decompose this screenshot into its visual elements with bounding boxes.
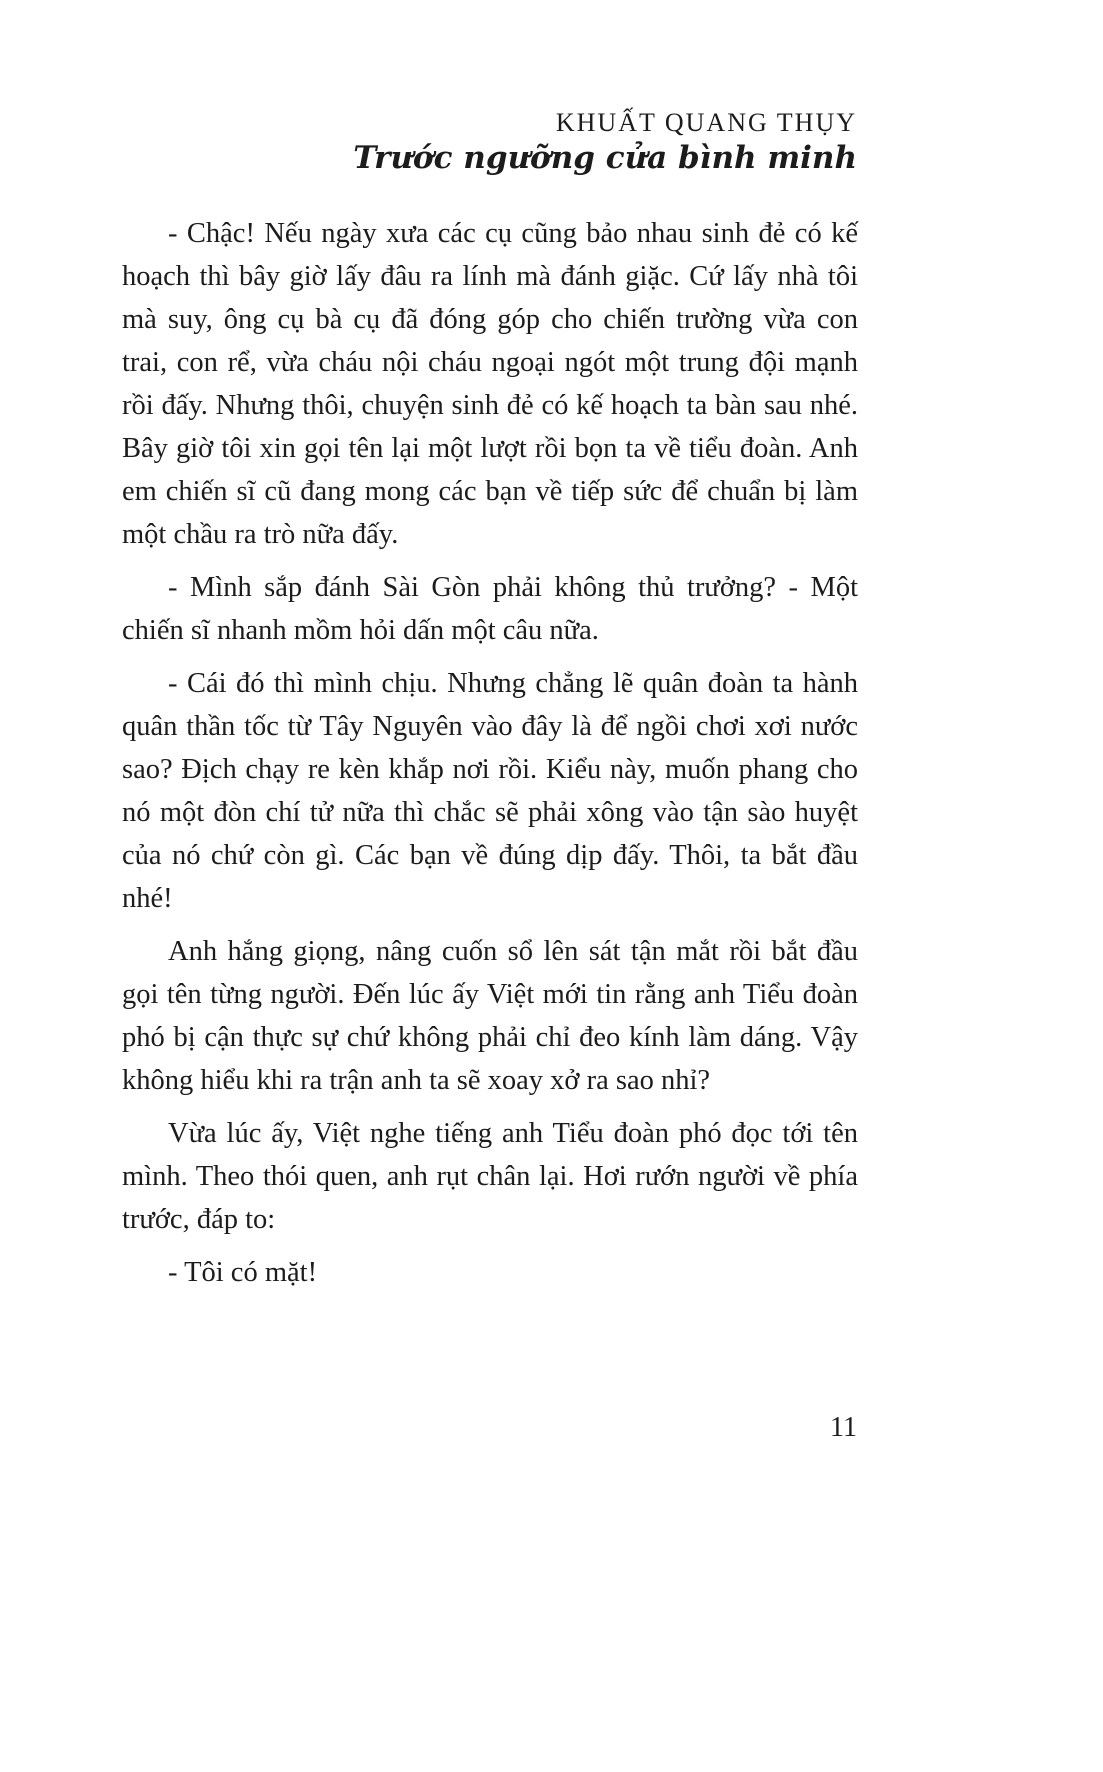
paragraph: - Tôi có mặt! — [168, 1257, 318, 1288]
page-header — [353, 108, 857, 176]
author-name: KHUẤT QUANG THỤY — [555, 108, 857, 137]
book-title: Trước ngưỡng cửa bình minh — [353, 140, 857, 176]
paragraph: Anh hắng giọng, nâng cuốn sổ lên sát tận mắt rồi bắt đầu gọi tên từng người. Đến lúc ấy Việt mới tin rằng anh Tiểu đoàn phó bị cận thực sự chứ không phải chỉ đeo kính làm dáng. Vậy không hiểu khi ra trận anh ta sẽ xoay xở ra sao nhỉ? — [122, 936, 858, 1096]
body-text — [122, 212, 858, 1304]
paragraph: Vừa lúc ấy, Việt nghe tiếng anh Tiểu đoàn phó đọc tới tên mình. Theo thói quen, anh rụt chân lại. Hơi rướn người về phía trước, đáp to: — [122, 1118, 858, 1235]
page-number: 11 — [830, 1412, 857, 1443]
paragraph: - Chậc! Nếu ngày xưa các cụ cũng bảo nhau sinh đẻ có kế hoạch thì bây giờ lấy đâu ra lính mà đánh giặc. Cứ lấy nhà tôi mà suy, ông cụ bà cụ đã đóng góp cho chiến trường vừa con trai, con rể, vừa cháu nội cháu ngoại ngót một trung đội mạnh rồi đấy. Nhưng thôi, chuyện sinh đẻ có kế hoạch ta bàn sau nhé. Bây giờ tôi xin gọi tên lại một lượt rồi bọn ta về tiểu đoàn. Anh em chiến sĩ cũ đang mong các bạn về tiếp sức để chuẩn bị làm một chầu ra trò nữa đấy. — [122, 218, 858, 550]
paragraph: - Cái đó thì mình chịu. Nhưng chẳng lẽ quân đoàn ta hành quân thần tốc từ Tây Nguyên vào đây là để ngồi chơi xơi nước sao? Địch chạy re kèn khắp nơi rồi. Kiểu này, muốn phang cho nó một đòn chí tử nữa thì chắc sẽ phải xông vào tận sào huyệt của nó chứ còn gì. Các bạn về đúng dịp đấy. Thôi, ta bắt đầu nhé! — [122, 668, 858, 914]
paragraph: - Mình sắp đánh Sài Gòn phải không thủ trưởng? - Một chiến sĩ nhanh mồm hỏi dấn một câu nữa. — [122, 572, 858, 646]
